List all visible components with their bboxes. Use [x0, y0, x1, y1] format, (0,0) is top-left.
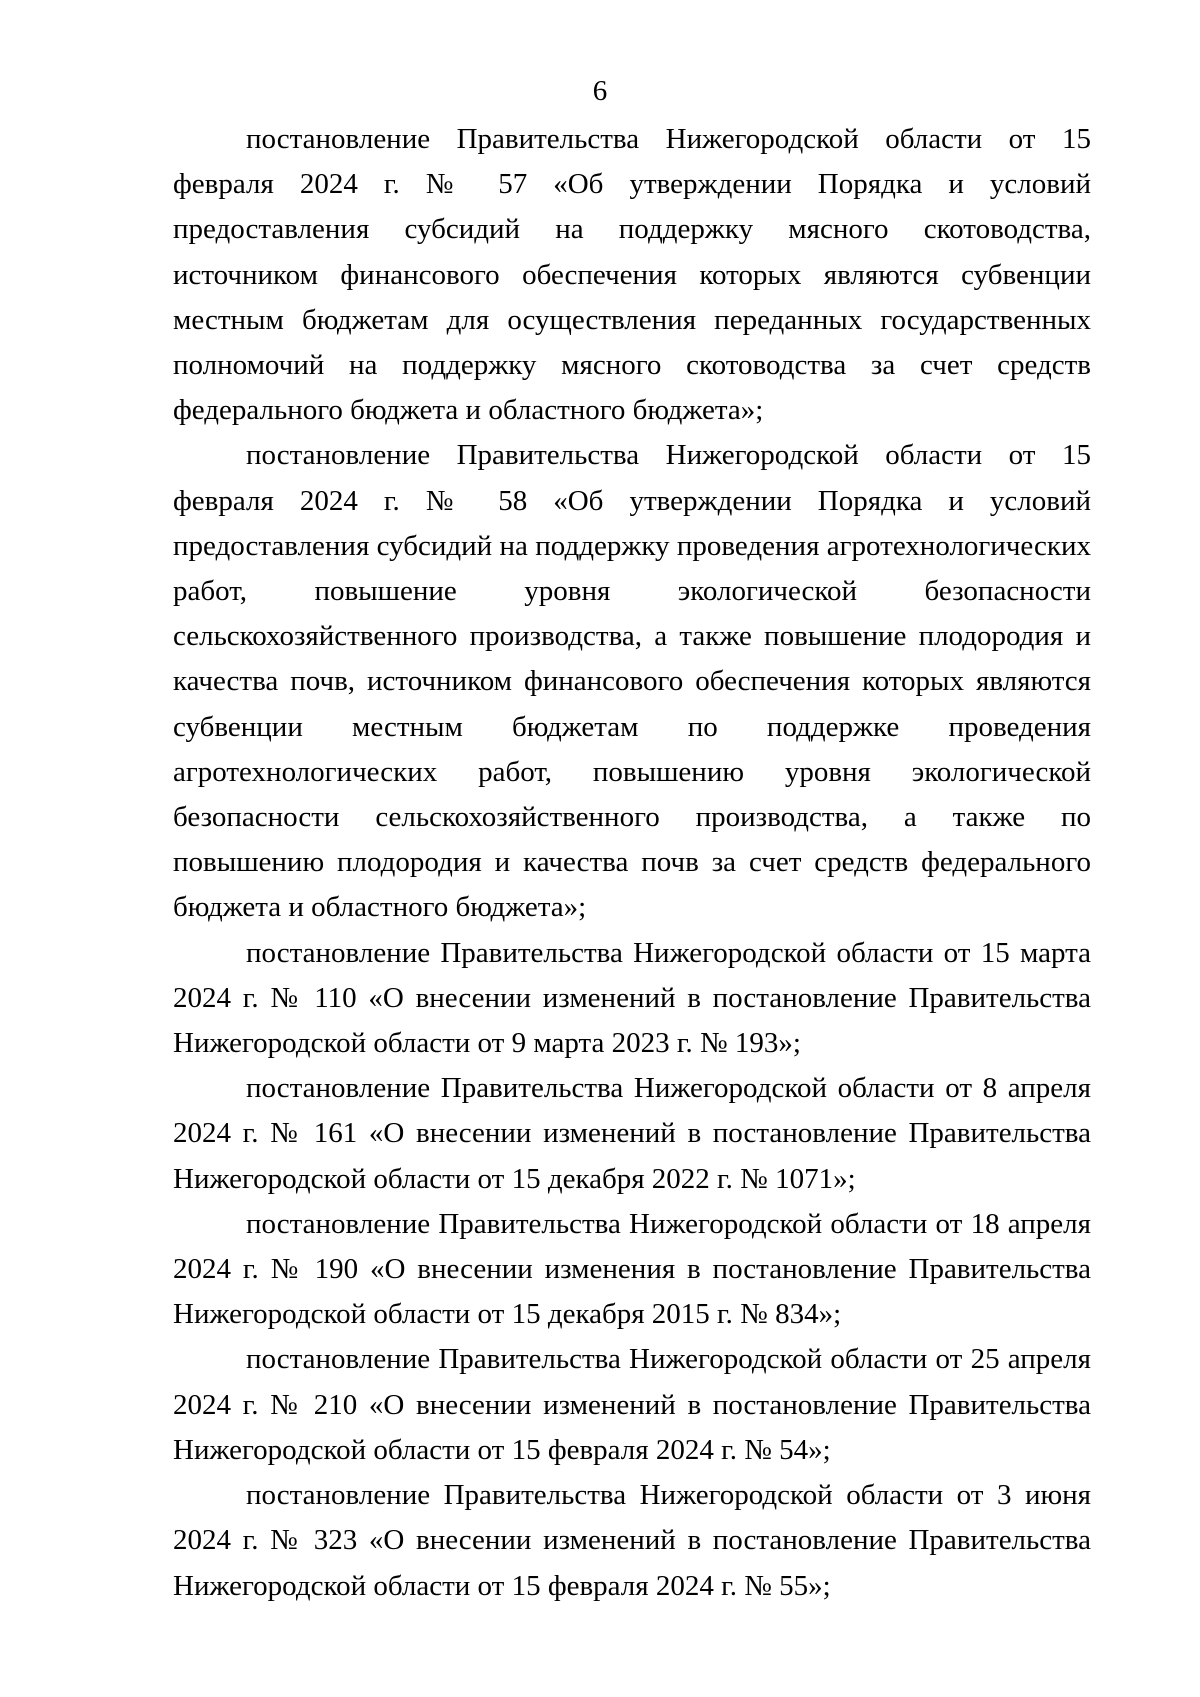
page-number: 6 — [592, 75, 608, 107]
document-body — [173, 117, 1091, 1609]
decree-paragraph-2: постановление Правительства Нижегородской области от 15 февраля 2024 г. № 58 «Об утверждении Порядка и условий предоставления субсидий на поддержку проведения агротехнологических работ, повышение уровня экологической безопасности сельскохозяйственного производства, а также повышение плодородия и качества почв, источником финансового обеспечения которых являются субвенции местным бюджетам по поддержке проведения агротехнологических работ, повышению уровня экологической безопасности сельскохозяйственного производства, а также по повышению плодородия и качества почв за счет средств федерального бюджета и областного бюджета»; — [173, 439, 1091, 924]
decree-paragraph-5: постановление Правительства Нижегородской области от 18 апреля 2024 г. № 190 «О внесении изменения в постановление Правительства Нижегородской области от 15 декабря 2015 г. № 834»; — [173, 1207, 1091, 1331]
decree-paragraph-7: постановление Правительства Нижегородской области от 3 июня 2024 г. № 323 «О внесении изменений в постановление Правительства Нижегородской области от 15 февраля 2024 г. № 55»; — [173, 1479, 1091, 1602]
decree-paragraph-1: постановление Правительства Нижегородской области от 15 февраля 2024 г. № 57 «Об утверждении Порядка и условий предоставления субсидий на поддержку мясного скотоводства, источником финансового обеспечения которых являются субвенции местным бюджетам для осуществления переданных государственных полномочий на поддержку мясного скотоводства за счет средств федерального бюджета и областного бюджета»; — [173, 123, 1091, 427]
decree-paragraph-6: постановление Правительства Нижегородской области от 25 апреля 2024 г. № 210 «О внесении изменений в постановление Правительства Нижегородской области от 15 февраля 2024 г. № 54»; — [173, 1343, 1091, 1466]
decree-paragraph-4: постановление Правительства Нижегородской области от 8 апреля 2024 г. № 161 «О внесении изменений в постановление Правительства Нижегородской области от 15 декабря 2022 г. № 1071»; — [173, 1072, 1091, 1195]
decree-paragraph-3: постановление Правительства Нижегородской области от 15 марта 2024 г. № 110 «О внесении изменений в постановление Правительства Нижегородской области от 9 марта 2023 г. № 193»; — [173, 936, 1091, 1060]
